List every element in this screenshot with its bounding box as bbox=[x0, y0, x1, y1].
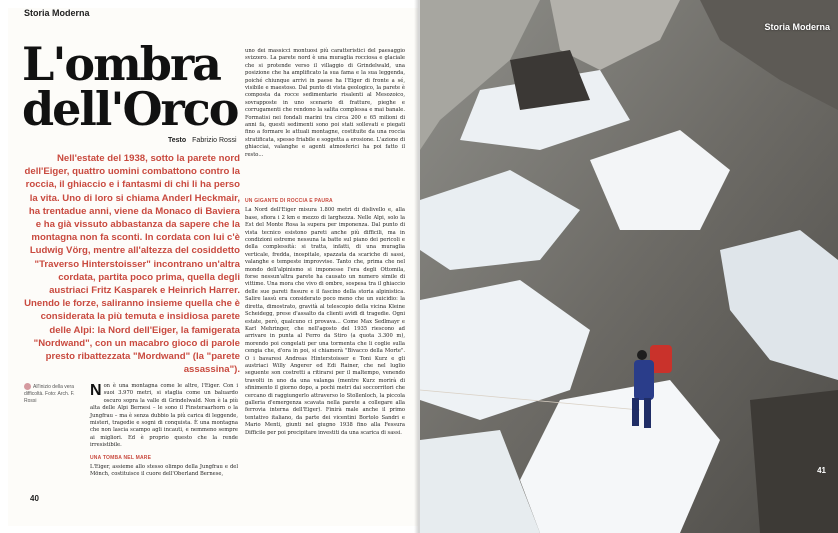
subhead-1: UNA TOMBA NEL MARE bbox=[90, 454, 152, 461]
body-column-3 bbox=[245, 193, 405, 437]
body-column-1 bbox=[90, 383, 238, 479]
subhead-2: UN GIGANTE DI ROCCIA E PAURA bbox=[245, 198, 333, 204]
title-line-1: L'ombra bbox=[22, 37, 220, 91]
title-line-2: dell'Orco bbox=[22, 82, 238, 136]
section-tag-left: Storia Moderna bbox=[24, 8, 90, 18]
body-text-1b: L'Eiger, assieme allo stesso olimpo della Jungfrau e del Mönch, costituisce il cuore dell'Oberland Bernese, bbox=[90, 464, 238, 478]
page-number-right: 41 bbox=[817, 466, 826, 475]
climber-photo bbox=[420, 0, 838, 533]
drop-cap: N bbox=[90, 382, 102, 399]
photo-caption bbox=[24, 383, 84, 405]
byline bbox=[168, 137, 237, 144]
byline-label: Testo bbox=[168, 137, 187, 144]
body-text-3: La Nord dell'Eiger misura 1.800 metri di dislivello e, alla base, sfiora i 2 km e mezzo di larghezza. Nelle Alpi, solo la Est del Monte Rosa la supera per imponenza. Dal punto di vista tecnico esistono pareti anche più difficili, ma in condizioni estreme nessuna la batte sul piano dei pericoli e della complessità: si tratta, infatti, di una muraglia verticale, fredda, inospitale, spazzata da scariche di sassi, valanghe e tempeste improvvise. Tanto che, prima che nel mondo dell'alpinismo si imponesse l'era degli Ottomila, forse nessun'altra parete ha causato un numero simile di vittime. Una mora che vivo di ombre, sospesa tra il ghiaccio delle sue pareti fissure e il fascino della storia alpinistica. Salire lassù era considerato poco meno che un suicidio: la diretta, dimostrato, gravità al telescopio della vicina Kleine Scheidegg, prese d'assalto da clienti avidi di tragedie. Ogni estate, però, qualcuno ci provava... Come Max Sedlmayr e Karl Mehringer, che nell'agosto del 1935 riescono ad arrivare in punta al Ferro da Stiro (a quota 3.300 m), morendo poi congelati per una tormenta che li coglie sulla cengia che, d'ora in poi, si chiamerà "Bivacco della Morte". O i bavaresi Andreas Hinterstoisser e Toni Kurz e gli austriaci Willy Angerer ed Edi Rainer, che nel luglio seguente son costretti a ritirarsi per il maltempo, venendo travolti in uno da una valanga (mentre Kurz morirà di sfinimento il giorno dopo, a pochi metri dai soccorritori che cercano di raggiungerlo attraverso lo Stollenloch, la piccola galleria d'emergenza scavata nella parete a collegare alla ferrovia interna dell'Eiger). Finirà male anche il primo tentativo italiano, da parte dei vicentini Bortolo Sandri e Mario Menti, giunti nel giugno 1938 fino alla Fessura Difficile per poi precipitare investiti da una scarica di sassi. bbox=[245, 207, 405, 436]
byline-author: Fabrizio Rossi bbox=[192, 137, 237, 144]
article-title bbox=[22, 37, 262, 136]
standfirst: Nell'estate del 1938, sotto la parete nord dell'Eiger, quattro uomini combattono contro la roccia, il ghiaccio e i fantasmi di chi li ha perso la vita. Uno di loro si chiama Anderl Heckmair, ha trentadue anni, viene da Monaco di Baviera e ha già vissuto abbastanza da sapere che la montagna non fa sconti. In cordata con lui c'è Ludwig Vörg, mentre all'altezza del cosiddetto "Traverso Hinterstoisser" incontrano un'altra cordata, partita poco prima, quella degli austriaci Fritz Kasparek e Heinrich Harrer. Unendo le forze, saliranno insieme quella che è considerata la più temuta e insidiosa parete delle Alpi: la Nord dell'Eiger, la famigerata "Nordwand", con un macabro gioco di parole presto ribattezzata "Mordwand" (la "parete assassina"). bbox=[24, 153, 240, 376]
caption-bullet-icon bbox=[24, 383, 31, 390]
page-number-left: 40 bbox=[30, 494, 39, 503]
body-text-1: on è una montagna come le altre, l'Eiger. Con i suoi 3.970 metri, si staglia come un baluardo oscuro sopra la valle di Grindelwald. Non è la più alta delle Alpi Bernesi – le sono il Finsteraarhorn o la Jungfrau – ma è senza dubbio la più carica di leggende, misteri, tragedie e sogni di conquista. È una montagna che non lascia scampo agli incauti, e nemmeno sempre ai migliori. Ed è proprio questo che la rende irresistibile. bbox=[90, 383, 238, 449]
section-tag-right: Storia Moderna bbox=[764, 22, 830, 32]
caption-text: All'inizio della vera difficoltà. Foto: Arch. F. Rossi bbox=[24, 383, 75, 404]
body-column-2: uno dei massicci montuosi più caratteristici del paesaggio svizzero. La parete nord è una muraglia rocciosa e glaciale che si protende verso il villaggio di Grindelwald, una posizione che ha amplificato la sua fama e la sua leggenda, poiché chiunque arrivi in paese ha l'Eiger di fronte a sé, visibile e maestoso. Dal punto di vista geologico, la parete è composta da rocce sedimentarie risalenti al Mesozoico, sovrapposte in uno scenario di fratture, pieghe e corrugamenti che rendono la salita complessa e mai banale. Formatisi nei fondali marini tra circa 200 e 65 milioni di anni fa, questi sedimenti sono poi stati sollevati e piegati fino a formare le attuali montagne, costituite da una roccia stratificata, spesso friabile e soggetta a erosione. L'azione di ghiacciai, valanghe e agenti atmosferici ha poi fatto il resto... bbox=[245, 48, 405, 158]
right-page-photo bbox=[420, 0, 838, 533]
